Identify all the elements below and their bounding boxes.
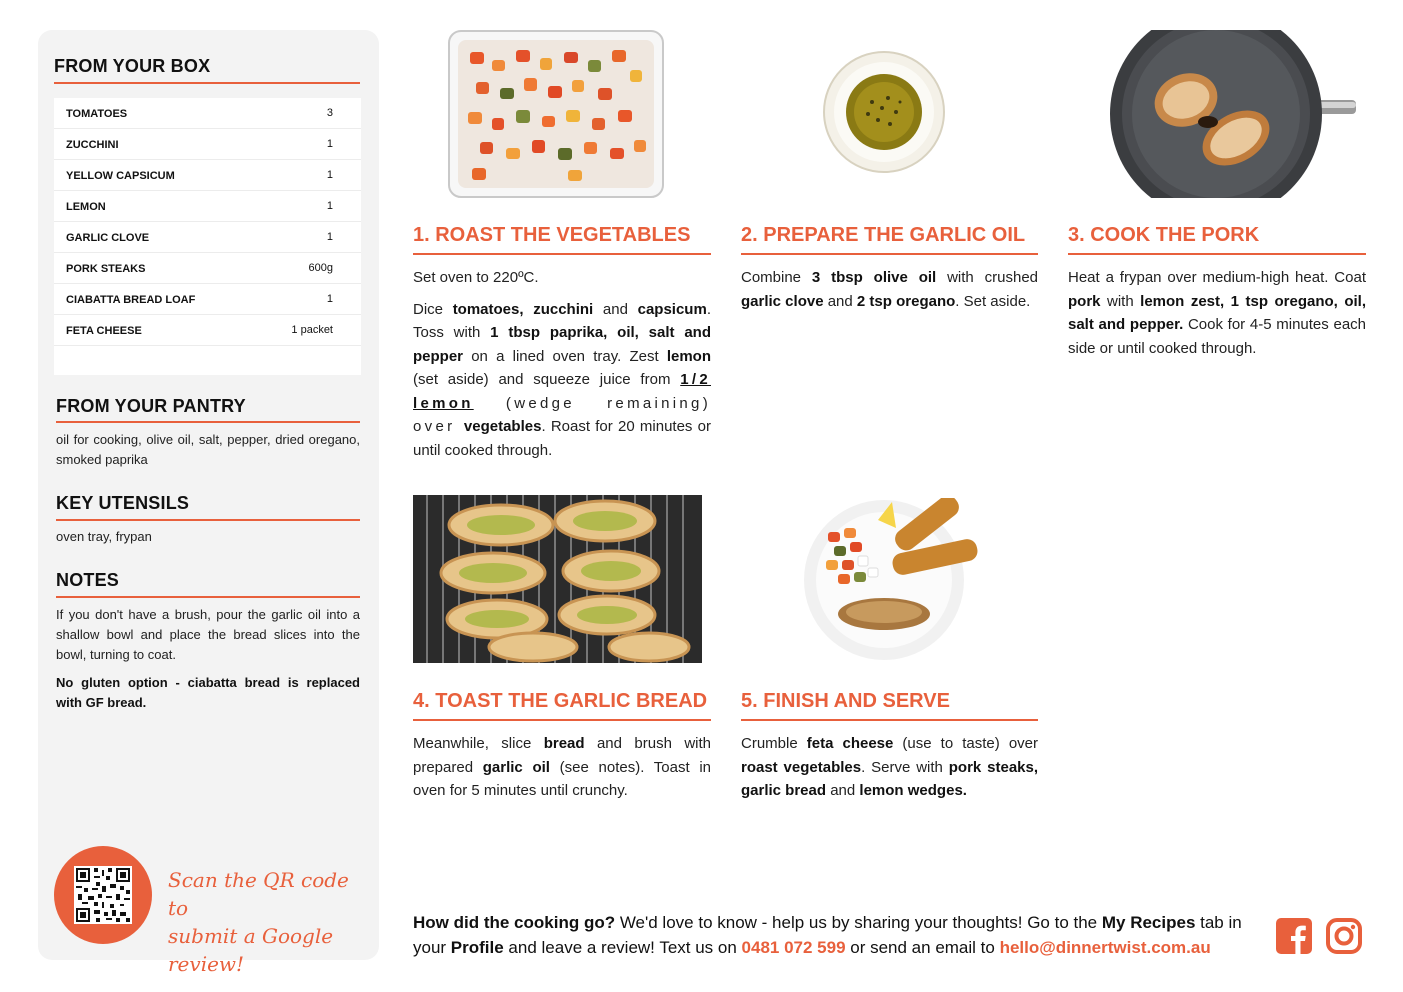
step-3-text — [1068, 266, 1366, 368]
ingredient-name: FETA CHEESE — [66, 325, 142, 337]
table-row — [54, 315, 361, 346]
text: Combine — [741, 269, 812, 286]
ingredient: bread — [543, 735, 585, 752]
table-row — [54, 129, 361, 160]
ingredient-qty: 1 — [326, 231, 333, 243]
text: Cook for 4-5 minutes each side or until cooked through. — [1068, 316, 1366, 357]
step-5-para — [741, 732, 1038, 803]
step-1-text — [413, 266, 711, 470]
step-1-para: Set oven to 220ºC. — [413, 269, 539, 286]
step-1-para — [413, 298, 711, 463]
qr-code-icon[interactable] — [74, 866, 132, 924]
divider — [54, 82, 360, 84]
step-1-title: 1. ROAST THE VEGETABLES — [413, 224, 691, 246]
ingredient: 1/2 lemon — [413, 371, 711, 412]
table-row — [54, 284, 361, 315]
text: and brush with prepared — [413, 735, 712, 776]
step-5-title: 5. FINISH AND SERVE — [741, 690, 950, 712]
divider — [413, 253, 711, 255]
ingredient: feta cheese — [806, 735, 894, 752]
pantry-text: oil for cooking, olive oil, salt, pepper, dried oregano, smoked paprika — [56, 432, 360, 467]
facebook-icon[interactable] — [1276, 918, 1312, 954]
text: (set aside) and squeeze juice from — [413, 371, 681, 388]
ingredient-qty: 1 — [326, 200, 333, 212]
text: and — [823, 292, 857, 310]
text: and — [593, 300, 638, 318]
ingredient-qty: 1 packet — [291, 324, 333, 336]
divider — [413, 719, 711, 721]
text: Heat a frypan over medium-high heat. Coat — [1068, 269, 1366, 286]
my-recipes-label: My Recipes — [1101, 913, 1196, 932]
garlic-bread-image — [413, 495, 702, 663]
ingredient: garlic oil — [482, 758, 550, 776]
notes-title: NOTES — [56, 570, 120, 590]
footer-question: How did the cooking go? — [413, 913, 616, 932]
from-your-box-title: FROM YOUR BOX — [54, 56, 211, 76]
cook-pork-image — [1108, 30, 1358, 198]
table-row — [54, 253, 361, 284]
text: and leave a review! Text us on — [503, 938, 742, 957]
text: . Toss with — [413, 300, 711, 341]
ingredient: roast vegetables — [741, 758, 862, 776]
table-row — [54, 160, 361, 191]
divider — [56, 519, 360, 521]
step-2-para — [741, 266, 1038, 313]
text: (see notes). Toast in oven for 5 minutes until crunchy. — [413, 758, 711, 799]
feedback-footer — [413, 910, 1263, 960]
text: (wedge remaining) over — [413, 394, 711, 435]
text: or send an email to — [845, 938, 1000, 957]
text: with — [1100, 292, 1141, 310]
step-5-text — [741, 732, 1038, 811]
ingredient-name: YELLOW CAPSICUM — [66, 170, 175, 182]
step-3-title: 3. COOK THE PORK — [1068, 224, 1260, 246]
ingredient-name: GARLIC CLOVE — [66, 232, 150, 244]
ingredient-qty: 3 — [326, 107, 333, 119]
table-row — [54, 191, 361, 222]
ingredient: pork steaks, — [948, 758, 1039, 776]
text: Crumble — [741, 735, 807, 752]
utensils-title: KEY UTENSILS — [56, 493, 190, 513]
text: tab in your — [413, 913, 1242, 957]
text: and — [826, 782, 860, 799]
divider — [741, 719, 1038, 721]
ingredient-name: LEMON — [66, 201, 106, 213]
step-3-para — [1068, 266, 1366, 360]
table-row — [54, 98, 361, 129]
ingredient-qty: 600g — [308, 262, 333, 274]
instagram-icon[interactable] — [1326, 918, 1362, 954]
text: on a lined oven tray. Zest — [463, 347, 667, 365]
ingredient: 3 tbsp olive oil — [811, 269, 937, 286]
ingredient: pork — [1068, 292, 1101, 310]
divider — [56, 421, 360, 423]
ingredient-name: CIABATTA BREAD LOAF — [66, 294, 196, 306]
ingredients-table — [54, 98, 361, 375]
notes-text: If you don't have a brush, pour the garlic oil into a shallow bowl and place the bread slices into the bowl, turning to coat. — [56, 607, 360, 662]
step-4-para — [413, 732, 711, 803]
finished-dish-image — [798, 498, 986, 664]
ingredient: lemon zest, 1 tsp oregano, oil, salt and pepper. — [1068, 292, 1366, 333]
divider — [56, 596, 360, 598]
qr-caption-line: Scan the QR code to — [168, 868, 349, 920]
qr-caption — [168, 866, 368, 978]
step-2-text — [741, 266, 1038, 321]
step-4-title: 4. TOAST THE GARLIC BREAD — [413, 690, 708, 712]
ingredient: 1 tbsp paprika, oil, salt and pepper — [413, 324, 711, 365]
text: . Set aside. — [955, 292, 1031, 310]
sidebar — [38, 30, 379, 976]
notes-gluten-option: No gluten option - ciabatta bread is replaced with GF bread. — [56, 675, 360, 710]
divider — [741, 253, 1038, 255]
ingredient-qty: 1 — [326, 169, 333, 181]
table-row — [54, 222, 361, 253]
ingredient: 2 tsp oregano — [856, 292, 956, 310]
garlic-oil-image — [822, 50, 946, 174]
text: Dice — [413, 300, 453, 318]
ingredient-qty: 1 — [326, 138, 333, 150]
text: We'd love to know - help us by sharing your thoughts! Go to the — [615, 913, 1102, 932]
ingredient: garlic bread — [741, 782, 827, 799]
phone-link[interactable]: 0481 072 599 — [741, 938, 846, 957]
text: (use to taste) over — [893, 735, 1039, 752]
pantry-title: FROM YOUR PANTRY — [56, 396, 246, 416]
text: with crushed — [936, 269, 1039, 286]
step-4-text — [413, 732, 711, 811]
profile-label: Profile — [450, 938, 504, 957]
ingredient-name: TOMATOES — [66, 108, 128, 120]
ingredient: lemon wedges. — [859, 782, 967, 799]
ingredient: vegetables — [463, 418, 542, 435]
ingredient: lemon — [666, 347, 711, 365]
utensils-text: oven tray, frypan — [56, 529, 152, 544]
qr-badge — [54, 846, 152, 944]
text: Meanwhile, slice — [413, 735, 544, 752]
ingredient-qty: 1 — [326, 293, 333, 305]
ingredient-name: ZUCCHINI — [66, 139, 119, 151]
qr-caption-line: submit a Google review! — [168, 924, 334, 976]
ingredient: capsicum — [637, 300, 707, 318]
step-2-title: 2. PREPARE THE GARLIC OIL — [741, 224, 1026, 246]
roast-vegetables-image — [448, 30, 664, 198]
text: . Roast for 20 minutes or until cooked through. — [413, 418, 711, 459]
ingredient: tomatoes, zucchini — [452, 300, 594, 318]
divider — [1068, 253, 1366, 255]
ingredient: garlic clove — [741, 292, 824, 310]
text: . Serve with — [861, 758, 949, 776]
email-link[interactable]: hello@dinnertwist.com.au — [999, 938, 1211, 957]
ingredient-name: PORK STEAKS — [66, 263, 146, 275]
